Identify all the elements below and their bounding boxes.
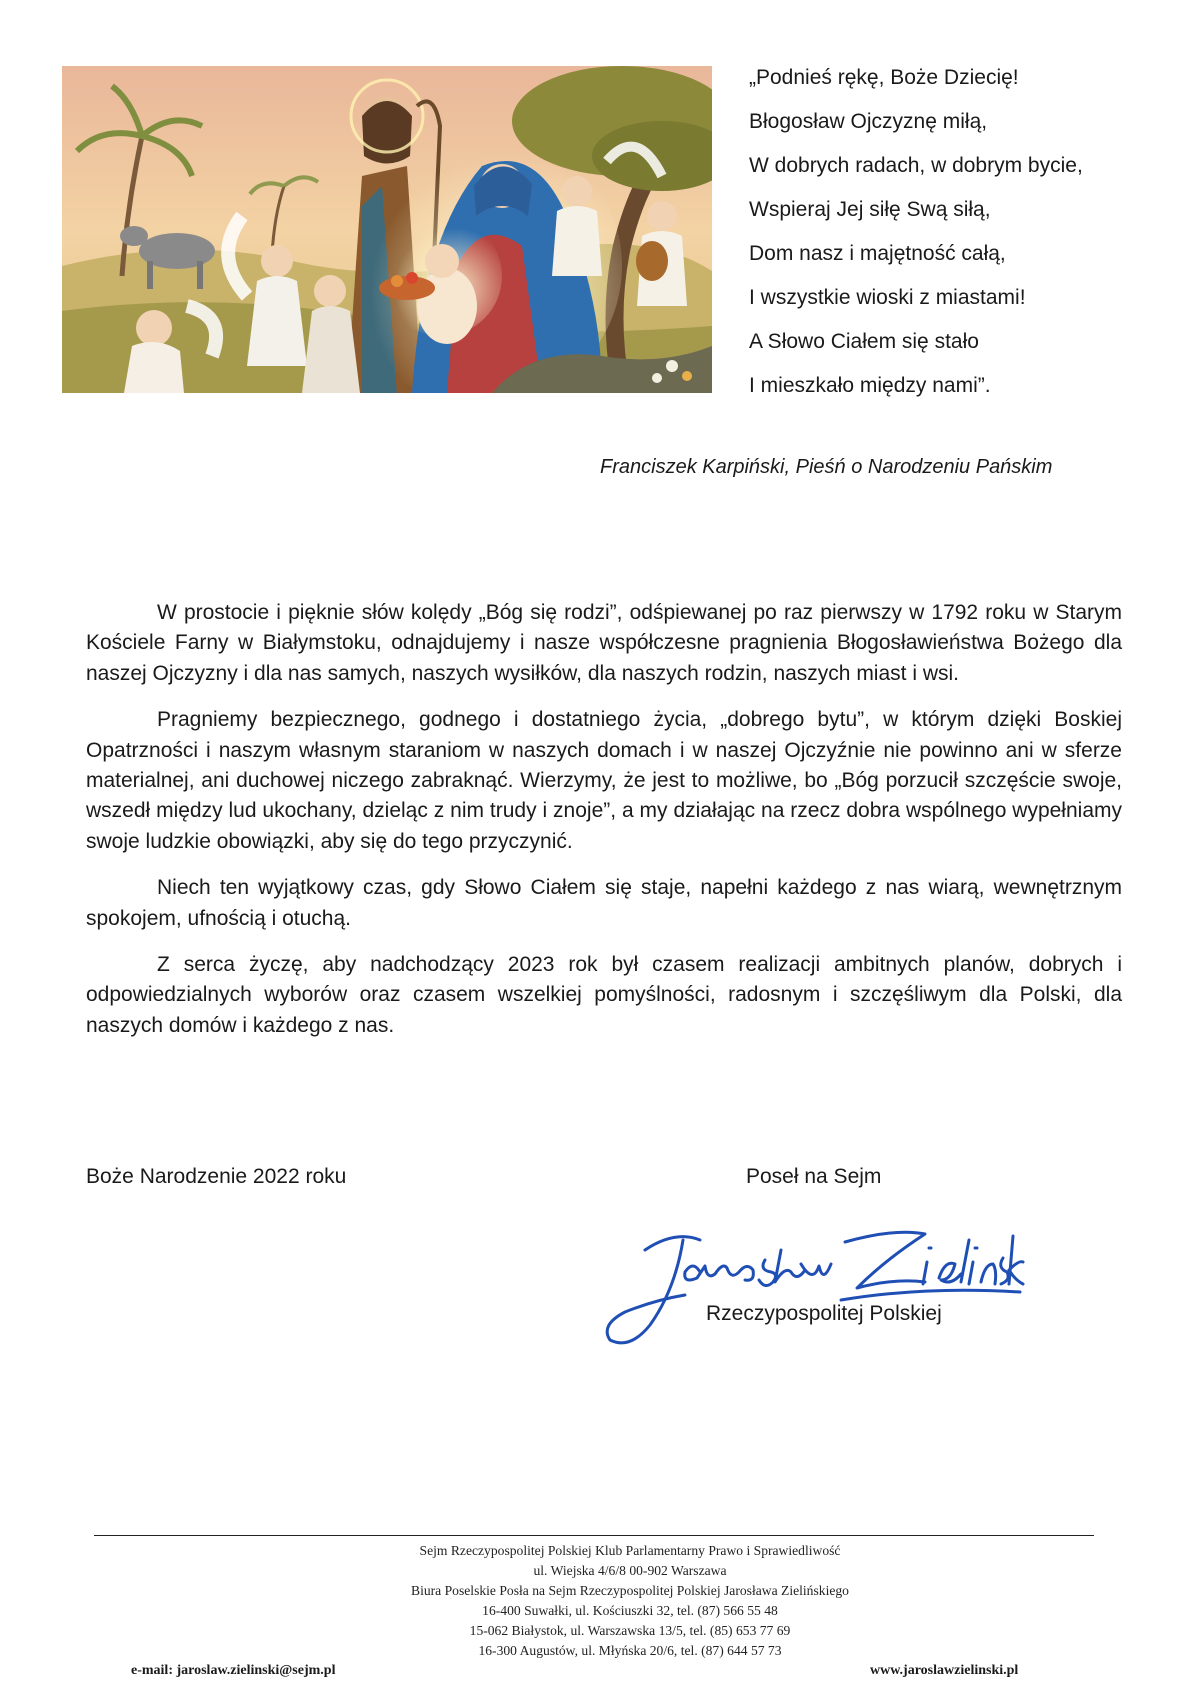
footer-line: 15-062 Białystok, ul. Warszawska 13/5, tel. (85) 653 77 69 [469, 1623, 791, 1638]
signatory-title: Poseł na Sejm [746, 1165, 882, 1188]
poem-line: I wszystkie wioski z miastami! [749, 286, 1026, 309]
letter-date: Boże Narodzenie 2022 roku [86, 1165, 347, 1188]
footer-website: www.jaroslawzielinski.pl [870, 1663, 1019, 1678]
nativity-image [62, 66, 712, 393]
paragraph: Niech ten wyjątkowy czas, gdy Słowo Ciałem się staje, napełni każdego z nas wiarą, wewnętrznym spokojem, ufnością i otuchą. [86, 876, 1122, 930]
footer-line: Sejm Rzeczypospolitej Polskiej Klub Parlamentarny Prawo i Sprawiedliwość [419, 1543, 841, 1558]
poem-line: A Słowo Ciałem się stało [749, 330, 979, 353]
nativity-painting [62, 66, 712, 393]
footer-line: 16-300 Augustów, ul. Młyńska 20/6, tel. (87) 644 57 73 [478, 1643, 782, 1658]
footer-email: e-mail: jaroslaw.zielinski@sejm.pl [131, 1663, 336, 1678]
paragraph: W prostocie i pięknie słów kolędy „Bóg się rodzi”, odśpiewanej po raz pierwszy w 1792 roku w Starym Kościele Farny w Białymstoku, odnajdujemy i nasze współczesne pragnienia Błogosławieństwa Bożego dla naszej Ojczyzny i dla nas samych, naszych wysiłków, dla naszych rodzin, naszych miast i wsi. [86, 601, 1122, 685]
handwritten-signature [605, 1200, 1025, 1350]
footer-line: ul. Wiejska 4/6/8 00-902 Warszawa [533, 1563, 727, 1578]
poem-line: Dom nasz i majętność całą, [749, 242, 1006, 265]
paragraph: Z serca życzę, aby nadchodzący 2023 rok był czasem realizacji ambitnych planów, dobrych i odpowiedzialnych wyborów oraz czasem wszelkiej pomyślności, radosnym i szczęśliwym dla Polski, dla naszych domów i każdego z nas. [86, 953, 1122, 1037]
letter-body [86, 598, 1122, 1057]
poem-line: Błogosław Ojczyznę miłą, [749, 110, 988, 133]
poem-line: I mieszkało między nami”. [749, 374, 991, 397]
poem [749, 56, 1169, 408]
signature-image [605, 1200, 1025, 1350]
poem-line: W dobrych radach, w dobrym bycie, [749, 154, 1083, 177]
footer-divider [94, 1535, 1094, 1536]
footer-line: 16-400 Suwałki, ul. Kościuszki 32, tel. (87) 566 55 48 [482, 1603, 778, 1618]
footer-address [260, 1541, 1000, 1661]
poem-attribution: Franciszek Karpiński, Pieśń o Narodzeniu Pańskim [600, 456, 1053, 478]
footer-line: Biura Poselskie Posła na Sejm Rzeczypospolitej Polskiej Jarosława Zielińskiego [411, 1583, 849, 1598]
poem-line: „Podnieś rękę, Boże Dziecię! [749, 66, 1019, 89]
signatory-country: Rzeczypospolitej Polskiej [706, 1302, 942, 1325]
paragraph: Pragniemy bezpiecznego, godnego i dostatniego życia, „dobrego bytu”, w którym dzięki Boskiej Opatrzności i naszym własnym staraniom w naszych domach i w naszej Ojczyźnie nie powinno ani w sferze materialnej, ani duchowej niczego zabraknąć. Wierzymy, że jest to możliwe, bo „Bóg porzucił szczęście swoje, wszedł między lud ukochany, dzieląc z nim trudy i znoje”, a my działając na rzecz dobra wspólnego wypełniamy swoje ludzkie obowiązki, aby się do tego przyczynić. [86, 708, 1122, 853]
poem-line: Wspieraj Jej siłę Swą siłą, [749, 198, 991, 221]
